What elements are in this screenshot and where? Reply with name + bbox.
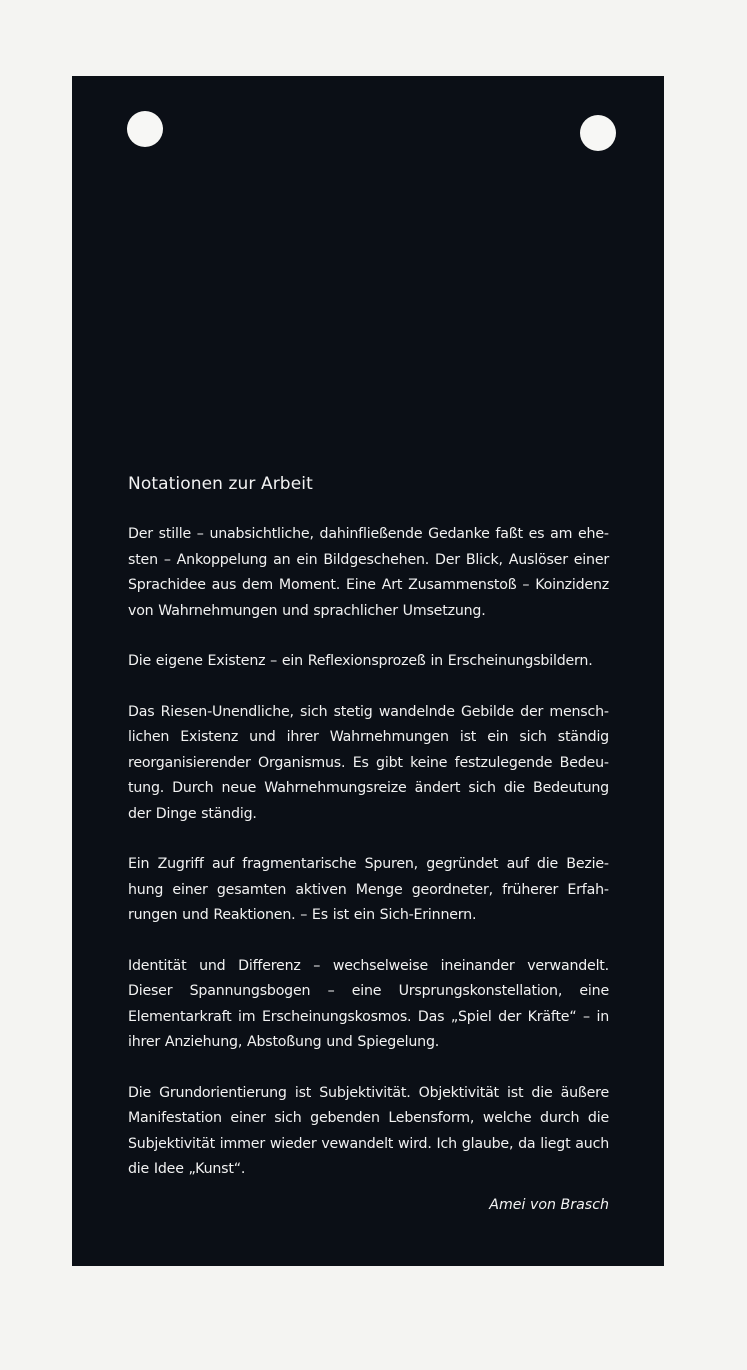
paragraph-5: Identität und Differenz – wechselweise ineinander verwandelt. Dieser Spannungsbogen – eine Ursprungskonstellation, eine Elementarkraft im Erscheinungskosmos. Das „Spiel der Kräfte“ – in ihrer Anziehung, Abstoßung und Spiegelung. (128, 957, 609, 1050)
paragraph-2: Die eigene Existenz – ein Reflexionsprozeß in Erscheinungsbildern. (128, 653, 593, 669)
punch-hole-right (580, 115, 616, 151)
card-title: Notationen zur Arbeit (128, 474, 313, 494)
author-signature: Amei von Brasch (489, 1196, 609, 1213)
paragraph-1: Der stille – unabsichtliche, dahinfließende Gedanke faßt es am ehesten – Ankoppelung an ein Bildgeschehen. Der Blick, Auslöser einer Sprachidee aus dem Moment. Eine Art Zusammenstoß – Koinzidenz von Wahrnehmungen und sprachlicher Umsetzung. (128, 526, 609, 619)
paragraph-3: Das Riesen-Unendliche, sich stetig wandelnde Gebilde der menschlichen Existenz und ihrer Wahrnehmungen ist ein sich ständig reorganisierender Organismus. Es gibt keine festzulegende Bedeutung. Durch neue Wahrnehmungsreize ändert sich die Bedeutung der Dinge ständig. (128, 703, 609, 822)
card-text (128, 472, 609, 1217)
paragraph-6: Die Grundorientierung ist Subjektivität. Objektivität ist die äußere Manifestation einer sich gebenden Lebensform, welche durch die Subjektivität immer wieder vewandelt wird. Ich glaube, da liegt auch die Idee „Kunst“. (128, 1084, 609, 1177)
notation-card (72, 76, 664, 1266)
paragraph-4: Ein Zugriff auf fragmentarische Spuren, gegründet auf die Beziehung einer gesamten aktiven Menge geordneter, früherer Erfahrungen und Reaktionen. – Es ist ein Sich-Erinnern. (128, 856, 609, 923)
punch-hole-left (127, 111, 163, 147)
